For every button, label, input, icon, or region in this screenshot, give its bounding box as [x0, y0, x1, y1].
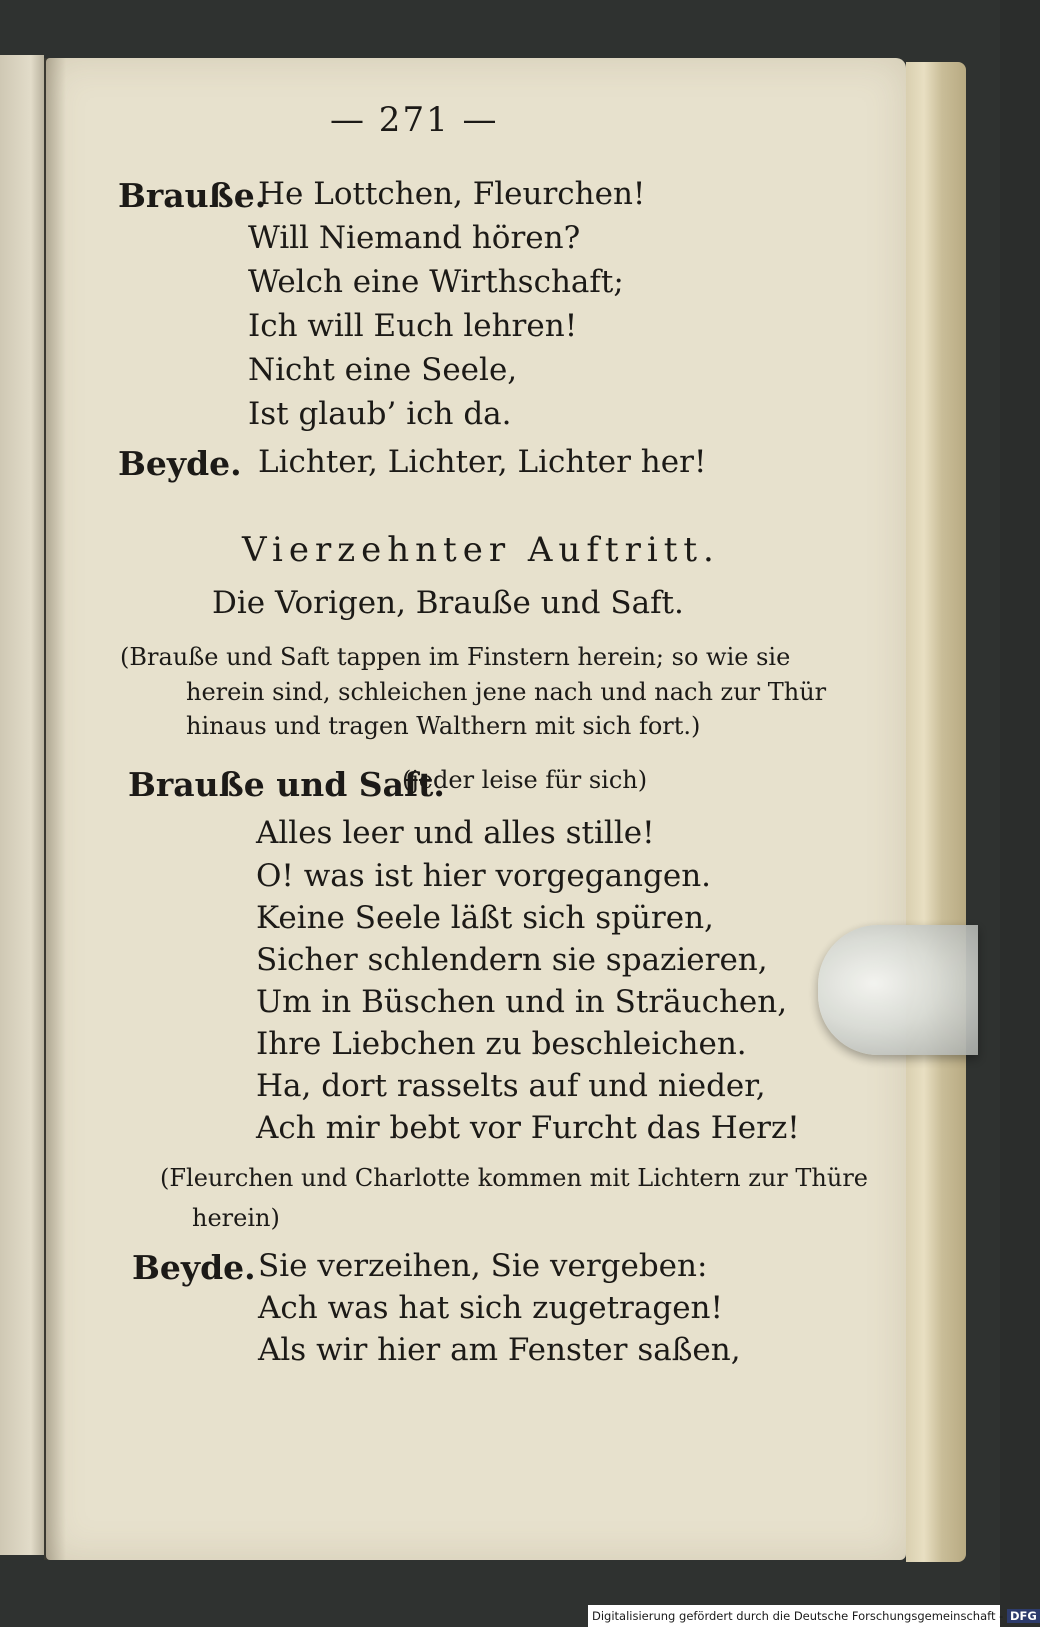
- verse-line: Ha, dort rasselts auf und nieder,: [256, 1068, 766, 1104]
- verse-line: O! was ist hier vorgegangen.: [256, 858, 712, 894]
- scene-heading: Vierzehnter Auftritt.: [242, 530, 720, 570]
- verse-line: Ist glaub’ ich da.: [248, 396, 512, 432]
- verse-line: He Lottchen, Fleurchen!: [258, 176, 646, 212]
- verse-line: Ach was hat sich zugetragen!: [258, 1290, 723, 1326]
- stage-direction: (Brauße und Saft tappen im Finstern herein; so wie sie: [120, 643, 791, 671]
- verse-line: Nicht eine Seele,: [248, 352, 518, 388]
- speaker-label: Braußе.: [118, 176, 267, 215]
- verse-line: Sie verzeihen, Sie vergeben:: [258, 1248, 708, 1284]
- verse-line: Ich will Euch lehren!: [248, 308, 578, 344]
- funding-footer: [588, 1605, 1037, 1627]
- verse-line: Lichter, Lichter, Lichter her!: [258, 444, 707, 480]
- footer-text: Digitalisierung gefördert durch die Deutsche Forschungsgemeinschaft -: [592, 1609, 1004, 1623]
- verse-line: Alles leer und alles stille!: [256, 815, 655, 851]
- page-number: — 271 —: [330, 100, 499, 140]
- verse-line: Keine Seele läßt sich spüren,: [256, 900, 714, 936]
- stage-direction: herein sind, schleichen jene nach und nach zur Thür: [186, 678, 827, 706]
- verse-line: Welch eine Wirthschaft;: [248, 264, 624, 300]
- stage-direction: hinaus und tragen Walthern mit sich fort.): [186, 712, 701, 740]
- verse-line: Als wir hier am Fenster saßen,: [258, 1332, 741, 1368]
- verse-line: Sicher schlendern sie spazieren,: [256, 942, 768, 978]
- stage-direction: herein): [192, 1204, 280, 1232]
- speaker-label: Beyde.: [132, 1248, 256, 1287]
- speaker-label: Beyde.: [118, 444, 242, 483]
- stage-direction: (Fleurchen und Charlotte kommen mit Lichtern zur Thüre: [160, 1164, 868, 1192]
- verse-line: Um in Büschen und in Sträuchen,: [256, 984, 788, 1020]
- scene-characters: Die Vorigen, Brauße und Saft.: [212, 585, 684, 621]
- dfg-logo: DFG: [1007, 1609, 1040, 1623]
- speaker-label: Brauße und Saft.: [128, 765, 445, 804]
- verse-line: Will Niemand hören?: [248, 220, 581, 256]
- verse-line: Ihre Liebchen zu beschleichen.: [256, 1026, 747, 1062]
- speaker-note: (jeder leise für sich): [402, 766, 648, 794]
- verse-line: Ach mir bebt vor Furcht das Herz!: [256, 1110, 800, 1146]
